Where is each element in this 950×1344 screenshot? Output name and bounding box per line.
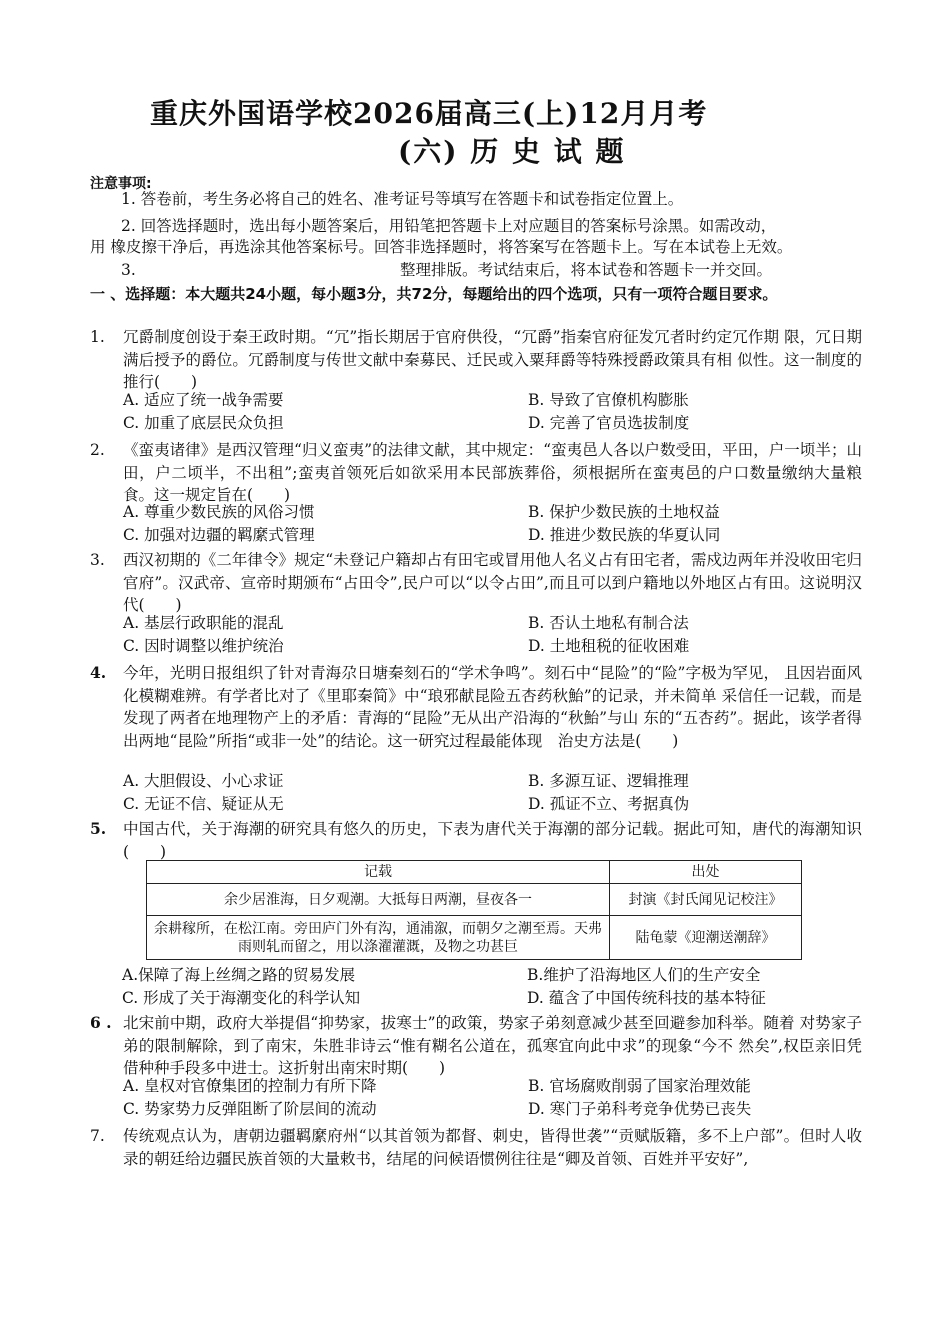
table-cell-record: 余少居淮海，日夕观潮。大抵每日两潮，昼夜各一 bbox=[147, 884, 610, 916]
table-header-row bbox=[147, 861, 802, 884]
tide-records-table bbox=[146, 860, 802, 960]
option-d[interactable]: D. 孤证不立、考据真伪 bbox=[528, 795, 690, 813]
notice-item-3-text: 整理排版。考试结束后，将本试卷和答题卡一并交回。 bbox=[400, 261, 773, 279]
table-header-record: 记载 bbox=[147, 861, 610, 884]
option-a[interactable]: A. 大胆假设、小心求证 bbox=[123, 772, 284, 790]
question-number: 4. bbox=[90, 663, 107, 682]
question-stem: 冗爵制度创设于秦王政时期。“冗”指长期居于官府供役，“冗爵”指秦官府征发冗者时约定冗作期 限，冗日期满后授予的爵位。冗爵制度与传世文献中秦募民、迁民或入粟拜爵等特殊授爵政策具有相 似性。这一制度的推行( ) bbox=[123, 328, 862, 391]
exam-subtitle: (六) 历 史 试 题 bbox=[398, 135, 626, 168]
question-7 bbox=[90, 1125, 862, 1170]
question-number: 3. bbox=[90, 551, 105, 569]
option-b[interactable]: B. 保护少数民族的土地权益 bbox=[528, 503, 720, 521]
option-d[interactable]: D. 土地租税的征收困难 bbox=[528, 637, 690, 655]
table-row bbox=[147, 916, 802, 960]
question-number: 7. bbox=[90, 1127, 105, 1145]
option-c[interactable]: C. 因时调整以维护统治 bbox=[123, 637, 284, 655]
option-c[interactable]: C. 无证不信、疑证从无 bbox=[123, 795, 284, 813]
option-d[interactable]: D. 推进少数民族的华夏认同 bbox=[528, 526, 721, 544]
question-2 bbox=[90, 439, 862, 507]
question-4 bbox=[90, 662, 862, 752]
notice-heading: 注意事项: bbox=[90, 176, 152, 192]
notice-item-2-line-2: 用 橡皮擦干净后，再选涂其他答案标号。回答非选择题时，将答案写在答题卡上。写在本试卷上无效。 bbox=[90, 238, 793, 256]
question-1 bbox=[90, 326, 862, 394]
option-b[interactable]: B. 多源互证、逻辑推理 bbox=[528, 772, 689, 790]
notice-item-1: 1. 答卷前，考生务必将自己的姓名、准考证号等填写在答题卡和试卷指定位置上。 bbox=[121, 190, 684, 208]
question-5 bbox=[90, 818, 862, 863]
table-cell-source: 封演《封氏闻见记校注》 bbox=[610, 884, 802, 916]
option-b[interactable]: B. 官场腐败削弱了国家治理效能 bbox=[528, 1077, 751, 1095]
question-6 bbox=[90, 1012, 862, 1080]
question-3 bbox=[90, 549, 862, 617]
table-cell-record: 余耕稼所，在松江南。旁田庐门外有沟，通浦溆，而朝夕之潮至焉。天弗雨则轧而留之，用以涤濯灌溉，及物之功甚巨 bbox=[147, 916, 610, 960]
question-stem: 传统观点认为，唐朝边疆羁縻府州“以其首领为都督、刺史，皆得世袭”“贡赋版籍，多不上户部”。但时人收录的朝廷给边疆民族首领的大量敕书，结尾的问候语惯例往往是“卿及首领、百姓并平安好”, bbox=[123, 1127, 862, 1168]
table-cell-source: 陆龟蒙《迎潮送潮辞》 bbox=[610, 916, 802, 960]
option-c[interactable]: C. 加重了底层民众负担 bbox=[123, 414, 284, 432]
option-a[interactable]: A. 基层行政职能的混乱 bbox=[123, 614, 284, 632]
option-a[interactable]: A. 皇权对官僚集团的控制力有所下降 bbox=[123, 1077, 377, 1095]
option-d[interactable]: D. 寒门子弟科考竞争优势已丧失 bbox=[528, 1100, 752, 1118]
option-c[interactable]: C. 加强对边疆的羁縻式管理 bbox=[123, 526, 315, 544]
question-stem: 北宋前中期，政府大举提倡“抑势家，拔寒士”的政策，势家子弟刻意减少甚至回避参加科举。随着 对势家子弟的限制解除，到了南宋，朱胜非诗云“惟有糊名公道在，孤寒宜向此中求”的现象“今不 然矣”,权臣亲旧凭借种种手段多中进士。这折射出南宋时期( ) bbox=[123, 1014, 862, 1077]
table-header-source: 出处 bbox=[610, 861, 802, 884]
option-a[interactable]: A.保障了海上丝绸之路的贸易发展 bbox=[122, 966, 356, 984]
option-a[interactable]: A. 适应了统一战争需要 bbox=[123, 391, 284, 409]
option-b[interactable]: B. 导致了官僚机构膨胀 bbox=[528, 391, 689, 409]
question-stem: 西汉初期的《二年律令》规定“未登记户籍却占有田宅或冒用他人名义占有田宅者，需戍边两年并没收田宅归官府”。汉武帝、宣帝时期颁布“占田令”,民户可以“以令占田”,而且可以到户籍地以外地区占有田。这说明汉代( ) bbox=[123, 551, 862, 614]
question-stem: 《蛮夷诸律》是西汉管理“归义蛮夷”的法律文献，其中规定：“蛮夷邑人各以户数受田，平田，户一顷半；山田，户二顷半，不出租”;蛮夷首领死后如欲采用本民部族葬俗，须根据所在蛮夷邑的户口数量缴纳大量粮食。这一规定旨在( ) bbox=[123, 441, 862, 504]
question-number: 6 . bbox=[90, 1013, 112, 1032]
question-stem: 今年，光明日报组织了针对青海尕日塘秦刻石的“学术争鸣”。刻石中“昆险”的“险”字极为罕见， 且因岩面风化模糊难辨。有学者比对了《里耶秦简》中“琅邪献昆险五杏药秋鮐”的记录，并未简单 采信任一记载，而是发现了两者在地理物产上的矛盾：青海的“昆险”无从出产沿海的“秋鮐”与山 东的“五杏药”。据此，该学者得出两地“昆险”所指“或非一处”的结论。这一研究过程最能体现 治史方法是( ) bbox=[123, 664, 862, 750]
option-c[interactable]: C. 势家势力反弹阻断了阶层间的流动 bbox=[123, 1100, 377, 1118]
option-c[interactable]: C. 形成了关于海潮变化的科学认知 bbox=[122, 989, 361, 1007]
question-number: 1. bbox=[90, 328, 105, 346]
option-a[interactable]: A. 尊重少数民族的风俗习惯 bbox=[123, 503, 315, 521]
option-b[interactable]: B.维护了沿海地区人们的生产安全 bbox=[527, 966, 761, 984]
question-stem: 中国古代，关于海潮的研究具有悠久的历史，下表为唐代关于海潮的部分记载。据此可知，唐代的海潮知识( ) bbox=[123, 820, 862, 861]
question-number: 2. bbox=[90, 441, 105, 459]
option-b[interactable]: B. 否认土地私有制合法 bbox=[528, 614, 689, 632]
section-heading: 一 、选择题：本大题共24小题，每小题3分，共72分，每题给出的四个选项，只有一项符合题目要求。 bbox=[90, 285, 778, 303]
table-row bbox=[147, 884, 802, 916]
notice-item-3-number: 3. bbox=[121, 261, 136, 279]
exam-title: 重庆外国语学校2026届高三(上)12月月考 bbox=[150, 97, 708, 130]
option-d[interactable]: D. 完善了官员选拔制度 bbox=[528, 414, 690, 432]
question-number: 5. bbox=[90, 819, 107, 838]
option-d[interactable]: D. 蕴含了中国传统科技的基本特征 bbox=[527, 989, 766, 1007]
notice-item-2-line-1: 2. 回答选择题时，选出每小题答案后，用铅笔把答题卡上对应题目的答案标号涂黑。如需改动， bbox=[121, 217, 777, 235]
